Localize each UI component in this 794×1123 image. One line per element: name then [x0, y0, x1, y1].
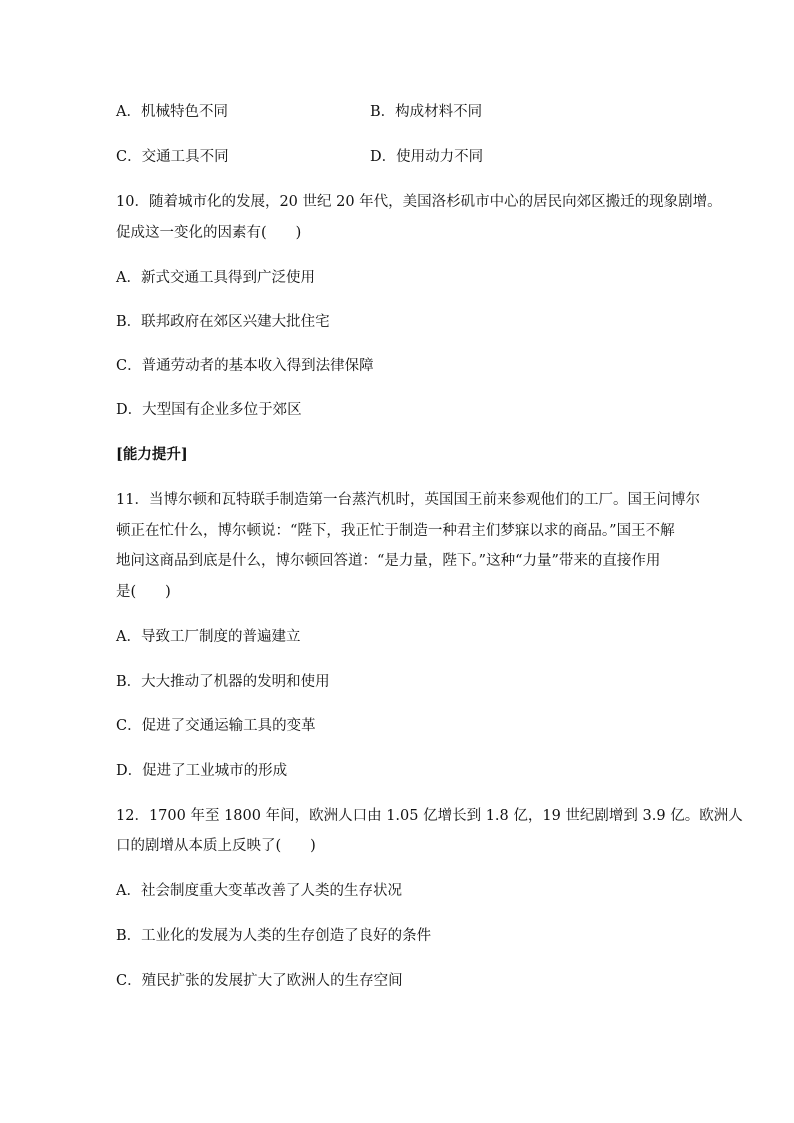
q11-option-c: C．促进了交通运输工具的变革 — [116, 718, 316, 734]
q11-stem-line-3: 地问这商品到底是什么，博尔顿回答道：“是力量，陛下。”这种“力量”带来的直接作用 — [116, 553, 661, 569]
q12-option-b: B．工业化的发展为人类的生存创造了良好的条件 — [116, 928, 432, 944]
q11-option-a: A．导致工厂制度的普遍建立 — [116, 629, 301, 645]
q11-stem-line-2: 顿正在忙什么，博尔顿说：“陛下，我正忙于制造一种君主们梦寐以求的商品。”国王不解 — [116, 523, 675, 539]
q11-stem-line-1: 11．当博尔顿和瓦特联手制造第一台蒸汽机时，英国国王前来参观他们的工厂。国王问博尔 — [116, 492, 700, 508]
q10-stem-line-2: 促成这一变化的因素有( ) — [116, 225, 302, 241]
q9-option-d: D．使用动力不同 — [370, 149, 484, 165]
q12-option-a: A．社会制度重大变革改善了人类的生存状况 — [116, 883, 402, 899]
q11-stem-line-4: 是( ) — [116, 584, 171, 600]
q11-option-d: D．促进了工业城市的形成 — [116, 763, 288, 779]
q10-option-a: A．新式交通工具得到广泛使用 — [116, 270, 315, 286]
q12-stem-line-2: 口的剧增从本质上反映了( ) — [116, 838, 316, 854]
q12-option-c: C．殖民扩张的发展扩大了欧洲人的生存空间 — [116, 973, 403, 989]
q9-option-a: A．机械特色不同 — [116, 104, 228, 120]
q10-option-d: D．大型国有企业多位于郊区 — [116, 402, 302, 418]
q11-option-b: B．大大推动了机器的发明和使用 — [116, 674, 330, 690]
q9-option-b: B．构成材料不同 — [370, 104, 483, 120]
q12-stem-line-1: 12．1700 年至 1800 年间，欧洲人口由 1.05 亿增长到 1.8 亿，19 世纪剧增到 3.9 亿。欧洲人 — [116, 808, 743, 824]
q9-option-c: C．交通工具不同 — [116, 149, 229, 165]
section-title: [能力提升] — [116, 446, 188, 463]
q10-option-b: B．联邦政府在郊区兴建大批住宅 — [116, 314, 330, 330]
q10-option-c: C．普通劳动者的基本收入得到法律保障 — [116, 358, 374, 374]
q10-stem-line-1: 10．随着城市化的发展，20 世纪 20 年代，美国洛杉矶市中心的居民向郊区搬迁的现象剧增。 — [116, 194, 722, 210]
